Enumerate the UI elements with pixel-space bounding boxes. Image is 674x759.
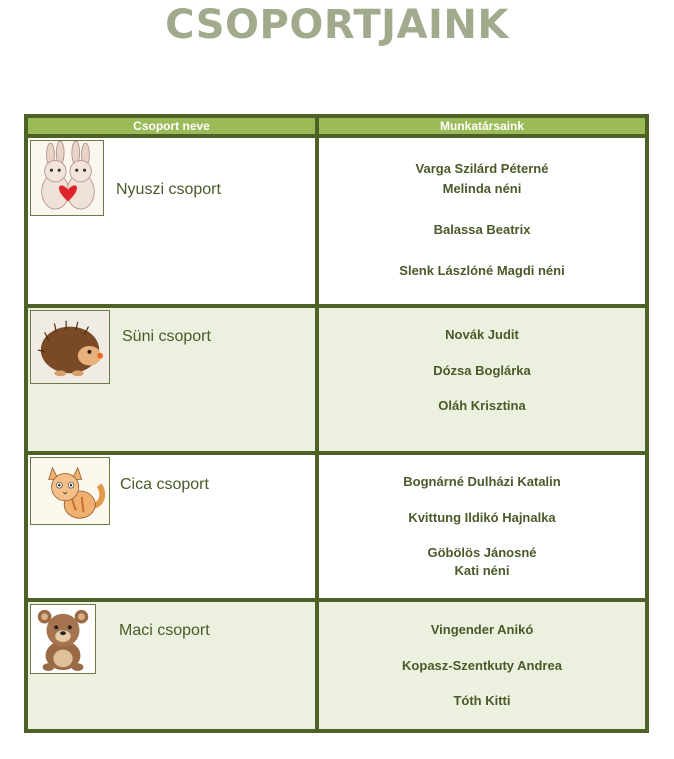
staff-member: Novák Judit bbox=[445, 327, 519, 342]
staff-member: Göbölös Jánosné bbox=[427, 545, 537, 560]
table-row-group-cell bbox=[28, 602, 315, 729]
staff-member: Melinda néni bbox=[442, 181, 522, 196]
staff-member: Vingender Anikó bbox=[430, 622, 534, 637]
page-title: CSOPORTJAINK bbox=[165, 2, 509, 48]
cat-icon bbox=[30, 457, 110, 525]
bear-icon bbox=[30, 604, 96, 674]
group-name: Cica csoport bbox=[120, 476, 209, 493]
staff-member: Slenk Lászlóné Magdi néni bbox=[399, 263, 565, 278]
groups-table bbox=[24, 114, 649, 733]
staff-member: Kopasz-Szentkuty Andrea bbox=[402, 658, 562, 673]
group-name: Nyuszi csoport bbox=[116, 181, 221, 198]
hedgehog-icon bbox=[30, 310, 110, 384]
table-row-staff-cell bbox=[319, 455, 645, 598]
staff-member: Bognárné Dulházi Katalin bbox=[403, 474, 561, 489]
staff-member: Dózsa Boglárka bbox=[433, 363, 531, 378]
bunny-icon bbox=[30, 140, 104, 216]
staff-member: Kati néni bbox=[454, 563, 510, 578]
staff-member: Tóth Kitti bbox=[453, 693, 511, 708]
table-row-group-cell bbox=[28, 138, 315, 304]
table-row-group-cell bbox=[28, 308, 315, 451]
group-name: Süni csoport bbox=[122, 328, 211, 345]
table-row-staff-cell bbox=[319, 308, 645, 451]
table-row-staff-cell bbox=[319, 138, 645, 304]
header-group-name: Csoport neve bbox=[28, 118, 315, 134]
group-name: Maci csoport bbox=[119, 622, 210, 639]
staff-member: Kvittung Ildikó Hajnalka bbox=[408, 510, 556, 525]
header-staff: Munkatársaink bbox=[319, 118, 645, 134]
staff-member: Oláh Krisztina bbox=[438, 398, 526, 413]
table-row-staff-cell bbox=[319, 602, 645, 729]
table-row-group-cell bbox=[28, 455, 315, 598]
staff-member: Balassa Beatrix bbox=[433, 222, 531, 237]
staff-member: Varga Szilárd Péterné bbox=[415, 161, 549, 176]
